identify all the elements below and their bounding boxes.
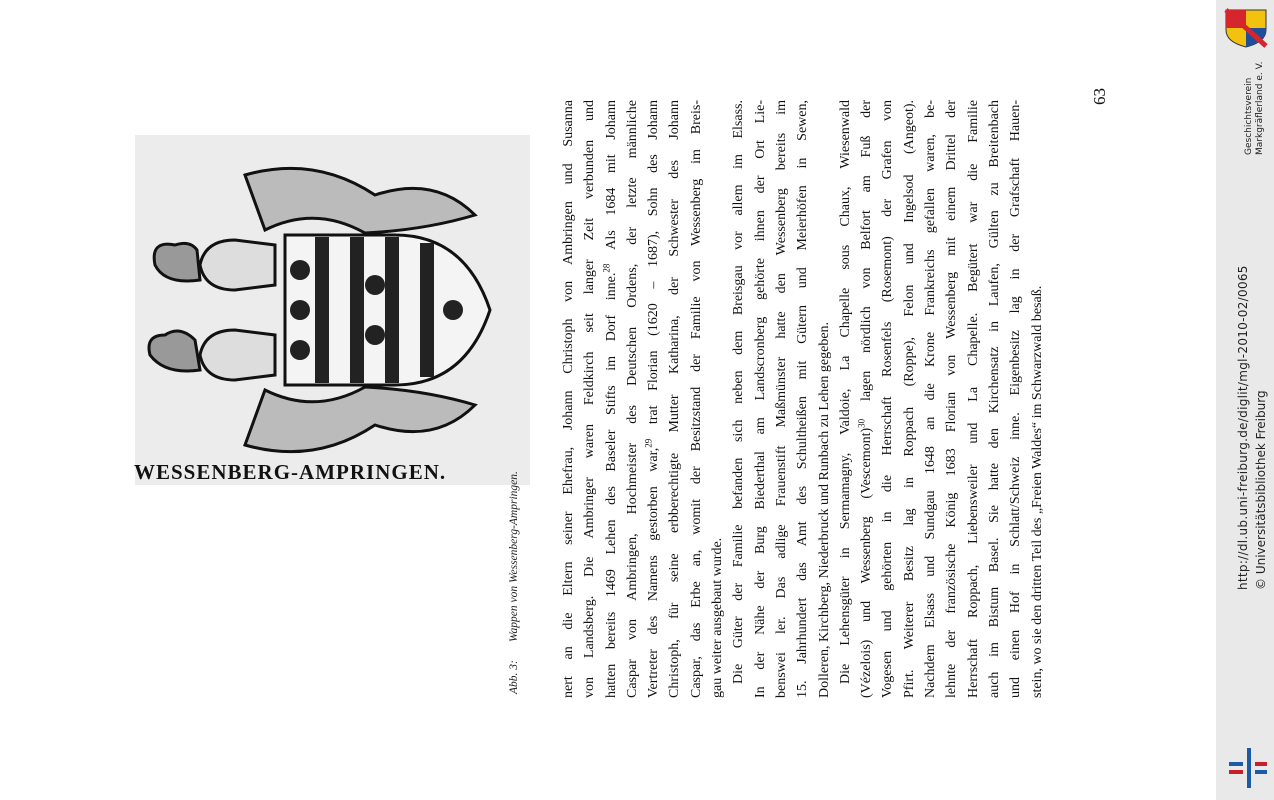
association-line-1: Geschichtsverein — [1244, 77, 1254, 155]
text-line-part: hatten bereits 1469 Lehen des Baseler Stifts im Dorf inne. — [603, 272, 619, 698]
text-line-part: Als 1684 mit Johann — [603, 100, 619, 264]
university-library-logo[interactable] — [1227, 748, 1269, 788]
text-line: Christoph, für seine erbberechtigte Mutter Katharina, der Schwester des Johann — [667, 100, 683, 698]
text-line-part: lagen nördlich von Belfort am Fuß der — [859, 100, 875, 419]
page-number: 63 — [1090, 88, 1109, 105]
scanned-page — [90, 0, 1150, 780]
ub-logo-icon — [1227, 748, 1269, 788]
body-text — [558, 100, 1048, 698]
text-line: Pfirt. Weiterer Besitz lag in Roppach (Roppe), Felon und Ingelsod (Angeot). — [901, 100, 917, 698]
text-line: Caspar von Ambringen, Hochmeister des Deutschen Ordens, der letzte männliche — [624, 100, 640, 698]
text-line: nert an die Eltern seiner Ehefrau, Johann Christoph von Ambringen und Susanna — [561, 100, 576, 698]
text-line: und einen Hof in Schlatt/Schweiz inne. Eigenbesitz lag in der Grafschaft Hauen- — [1008, 100, 1024, 698]
text-line: In der Nähe der Burg Biederthal am Landscronberg gehörte ihnen der Ort Lie- — [752, 100, 768, 698]
text-line: Die Lehensgüter in Sermamagny, Valdoie, La Chapelle sous Chaux, Wiesenwald — [837, 100, 853, 684]
caption-text: Wappen von Wessenberg-Ampringen. — [508, 471, 520, 642]
text-line-part: (Vézelois) und Wessenberg (Vescemont) — [859, 427, 875, 698]
text-line: Herrschaft Roppach, Liebensweiler und La Chapelle. Begütert war die Familie — [965, 100, 981, 698]
text-line: Caspar, das Erbe an, womit der Besitzstand der Familie von Wessenberg im Breis- — [688, 100, 704, 698]
permalink-url[interactable]: http://dl.ub.uni-freiburg.de/diglit/mgl-2010-02/0065 — [1236, 265, 1250, 590]
text-line: von Landsberg. Die Ambringer waren Feldkirch seit langer Zeit verbunden und — [582, 100, 598, 698]
text-line: lehnte der französische König 1683 Florian von Wessenberg mit einem Drittel der — [944, 100, 960, 698]
caption-label: Abb. 3: — [508, 660, 520, 694]
text-line: stein, wo sie den dritten Teil des „Freien Waldes“ im Schwarzwald besaß. — [1029, 285, 1045, 698]
footnote-ref: 29 — [643, 438, 654, 448]
text-line — [643, 100, 664, 698]
copyright-notice: © Universitätsbibliothek Freiburg — [1254, 390, 1268, 590]
association-line-2: Markgräflerland e. V. — [1255, 61, 1265, 155]
footnote-ref: 30 — [856, 418, 867, 428]
text-line: auch im Bistum Basel. Sie hatte den Kirchensatz in Laufen, Gülten zu Breitenbach — [986, 100, 1002, 698]
text-line — [856, 100, 877, 698]
text-line: Nachdem Elsass und Sundgau 1648 an die Krone Frankreichs gefallen waren, be- — [923, 100, 939, 698]
text-line: Die Güter der Familie befanden sich neben dem Breisgau vor allem im Elsass. — [731, 100, 747, 684]
text-line-part: trat Florian (1620 – 1687), Sohn des Johann — [646, 99, 662, 439]
footnote-ref: 28 — [600, 263, 611, 273]
text-line: gau weiter ausgebaut wurde. — [710, 537, 726, 698]
text-line: benswei ler. Das adlige Frauenstift Maßmünster hatte den Wessenberg bereits im — [773, 100, 789, 698]
sidebar-text — [1236, 0, 1266, 800]
coat-of-arms-title: WESSENBERG-AMPRINGEN. — [134, 460, 447, 484]
url-block — [1236, 30, 1268, 590]
text-line: Dolleren, Kirchberg, Niederbruck und Runbach zu Lehen gegeben. — [816, 321, 832, 698]
text-line: 15. Jahrhundert das Amt des Schultheißen mit Gütern und Meierhöfen in Sewen, — [795, 100, 811, 698]
coat-of-arms-figure — [135, 135, 530, 485]
figure-caption — [507, 464, 521, 694]
text-line — [601, 100, 622, 698]
text-line-part: Vertreter des Namens gestorben war, — [646, 447, 662, 698]
coat-of-arms-image — [135, 135, 530, 485]
text-line: Vogesen und gehörten in die Herrschaft Rosenfels (Rosemont) der Grafen von — [880, 100, 896, 698]
